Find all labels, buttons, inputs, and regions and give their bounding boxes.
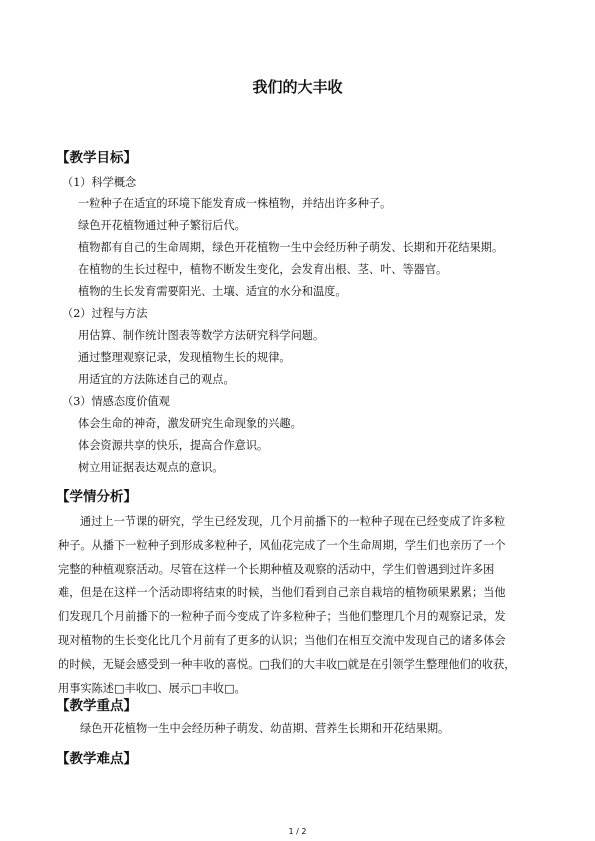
goal-item: 植物都有自己的生命周期，绿色开花植物一生中会经历种子萌发、长期和开花结果期。 — [78, 241, 504, 254]
heading-student-analysis: 【学情分析】 — [56, 489, 137, 505]
heading-teaching-goals: 【教学目标】 — [56, 150, 137, 166]
goal-item: 体会资源共享的快乐，提高合作意识。 — [78, 439, 269, 452]
paragraph-line: 用事实陈述□丰收□、展示□丰收□。 — [58, 681, 246, 695]
goal-item: 通过整理观察记录，发现植物生长的规律。 — [78, 351, 291, 364]
analysis-paragraph — [58, 510, 536, 700]
goal-item: 体会生命的神奇，激发研究生命现象的兴趣。 — [78, 417, 302, 430]
paragraph-line: 难，但是在这样一个活动即将结束的时候，当他们看到自己亲自栽培的植物硕果累累；当他 — [58, 586, 506, 600]
paragraph-line: 完整的种植观察活动。尽管在这样一个长期种植及观察的活动中，学生们曾遇到过许多困 — [58, 562, 495, 576]
paragraph-line: 种子。从播下一粒种子到形成多粒种子，风仙花完成了一个生命周期，学生们也亲历了一个 — [58, 538, 506, 552]
paragraph-line: 通过上一节课的研究，学生已经发现，几个月前播下的一粒种子现在已经变成了许多粒 — [80, 515, 506, 528]
goal-item: 绿色开花植物通过种子繁衍后代。 — [78, 219, 246, 232]
subheading-attitudes-values: （3）情感态度价值观 — [62, 395, 170, 408]
page-title: 我们的大丰收 — [252, 78, 343, 96]
page-number: 1 / 2 — [288, 827, 307, 836]
subheading-process-methods: （2）过程与方法 — [62, 307, 148, 320]
heading-difficulties: 【教学难点】 — [56, 751, 137, 767]
heading-key-points: 【教学重点】 — [56, 698, 137, 714]
goal-item: 植物的生长发育需要阳光、土壤、适宜的水分和温度。 — [78, 285, 347, 298]
subheading-science-concepts: （1）科学概念 — [62, 176, 137, 189]
goal-item: 树立用证据表达观点的意识。 — [78, 461, 224, 474]
goal-item: 一粒种子在适宜的环境下能发育成一株植物，并结出许多种子。 — [78, 197, 392, 210]
goal-item: 在植物的生长过程中，植物不断发生变化，会发育出根、茎、叶、等器官。 — [78, 263, 448, 276]
goal-item: 用估算、制作统计图表等数学方法研究科学问题。 — [78, 329, 325, 342]
paragraph-line: 现对植物的生长变化比几个月前有了更多的认识；当他们在相互交流中发现自己的诸多体会 — [58, 633, 506, 647]
paragraph-line: 们发现几个月前播下的一粒种子而今变成了许多粒种子；当他们整理几个月的观察记录，发 — [58, 610, 506, 624]
paragraph-line: 的时候，无疑会感受到一种丰收的喜悦。□我们的大丰收□就是在引领学生整理他们的收获， — [58, 657, 516, 671]
key-point-text: 绿色开花植物一生中会经历种子萌发、幼苗期、营养生长期和开花结果期。 — [80, 722, 450, 735]
goal-item: 用适宜的方法陈述自己的观点。 — [78, 373, 235, 386]
